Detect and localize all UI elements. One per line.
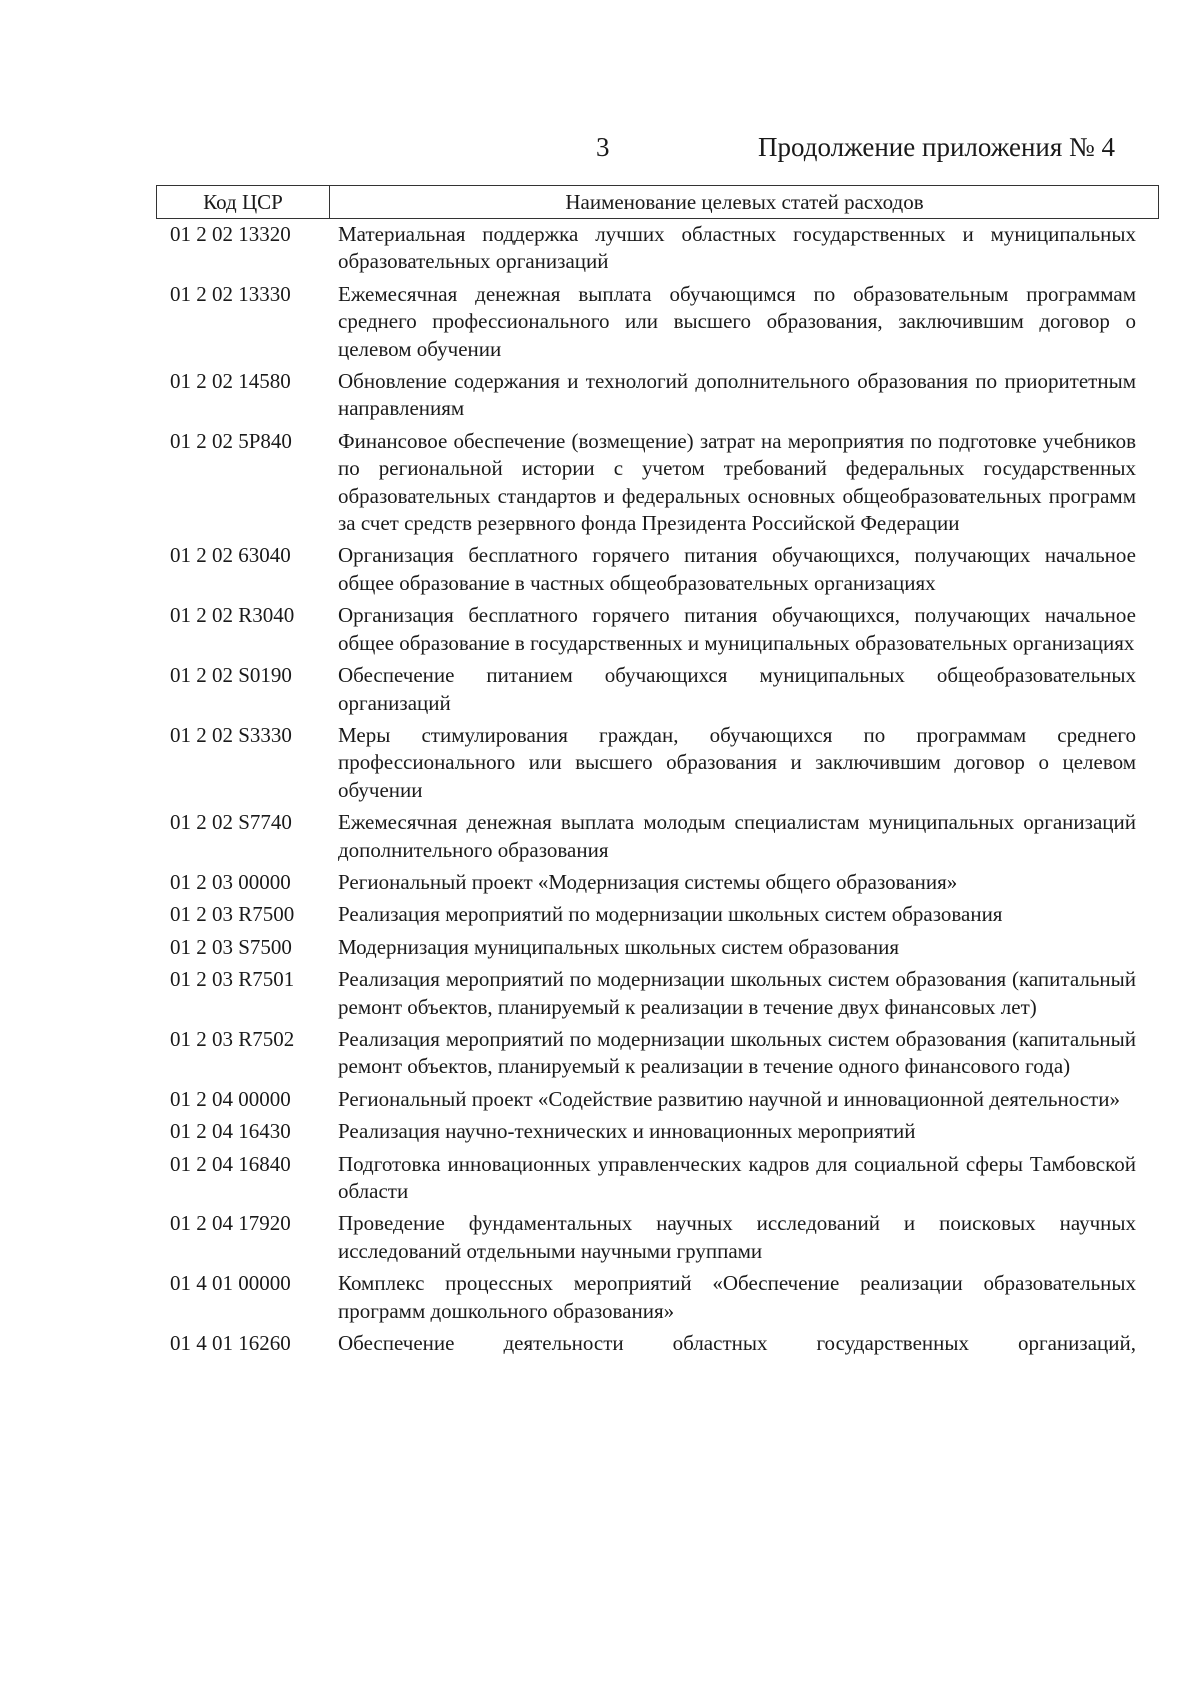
table-row [170,602,1136,657]
table-row [170,1026,1136,1081]
table-row [170,966,1136,1021]
table-row [170,221,1136,276]
row-code: 01 2 04 16840 [170,1151,291,1176]
table-row [170,901,1136,928]
row-name: Ежемесячная денежная выплата молодым специалистам муниципальных организаций дополнительного образования [338,810,1136,862]
column-header-name: Наименование целевых статей расходов [565,190,924,214]
row-name: Реализация мероприятий по модернизации школьных систем образования [338,902,1003,927]
row-name: Подготовка инновационных управленческих кадров для социальной сферы Тамбовской области [338,1151,1136,1203]
row-code: 01 2 02 5Р840 [170,428,292,453]
row-code: 01 2 03 00000 [170,869,291,894]
row-name: Реализация научно-технических и инновационных мероприятий [338,1119,916,1144]
row-code: 01 2 04 00000 [170,1086,291,1111]
row-name: Обновление содержания и технологий дополнительного образования по приоритетным направлениям [338,369,1136,421]
table-row [170,1086,1136,1113]
column-divider [329,186,330,218]
row-name: Комплекс процессных мероприятий «Обеспечение реализации образовательных программ дошкольного образования» [338,1271,1136,1323]
table-header [156,185,1159,219]
table-row [170,542,1136,597]
table-row [170,1210,1136,1265]
row-code: 01 4 01 16260 [170,1331,291,1356]
page-number: 3 [596,132,610,162]
row-code: 01 2 02 13330 [170,281,291,306]
table-row [170,1151,1136,1206]
row-name: Обеспечение питанием обучающихся муниципальных общеобразовательных организаций [338,663,1136,715]
table-row [170,1270,1136,1325]
row-name: Организация бесплатного горячего питания обучающихся, получающих начальное общее образование в государственных и муниципальных образовательных организациях [338,603,1136,655]
row-code: 01 2 03 S7500 [170,934,292,959]
row-name: Обеспечение деятельности областных государственных организаций, [338,1331,1136,1356]
row-code: 01 2 02 R3040 [170,603,295,628]
row-name: Модернизация муниципальных школьных систем образования [338,934,900,959]
table-row [170,428,1136,538]
row-name: Ежемесячная денежная выплата обучающимся по образовательным программам среднего профессионального или высшего образования, заключившим договор о целевом обучении [338,281,1136,361]
row-name: Реализация мероприятий по модернизации школьных систем образования (капитальный ремонт объектов, планируемый к реализации в течение одного финансового года) [338,1026,1136,1079]
table-row [170,368,1136,423]
row-name: Меры стимулирования граждан, обучающихся по программам среднего профессионального или высшего образования и заключившим договор о целевом обучении [338,722,1136,802]
row-name: Организация бесплатного горячего питания обучающихся, получающих начальное общее образование в частных общеобразовательных организациях [338,543,1136,595]
table-row [170,722,1136,804]
table-row [170,662,1136,717]
row-code: 01 2 02 13320 [170,222,291,246]
column-header-code: Код ЦСР [203,190,283,214]
expense-items-table [170,221,1136,1362]
row-code: 01 2 02 14580 [170,369,291,394]
row-name: Материальная поддержка лучших областных государственных и муниципальных образовательных организаций [338,222,1136,274]
row-code: 01 2 02 S0190 [170,663,292,688]
table-row [170,1330,1136,1357]
row-code: 01 2 04 16430 [170,1119,291,1144]
row-name: Региональный проект «Содействие развитию научной и инновационной деятельности» [338,1086,1120,1111]
row-name: Региональный проект «Модернизация системы общего образования» [338,869,958,894]
row-code: 01 2 03 R7501 [170,967,295,992]
row-code: 01 2 02 63040 [170,543,291,568]
row-name: Финансовое обеспечение (возмещение) затрат на мероприятия по подготовке учебников по региональной истории с учетом требований федеральных государственных образовательных стандартов и федеральных основных общеобразовательных программ за счет средств резервного фонда Президента Российской Федерации [338,428,1136,536]
row-code: 01 2 02 S3330 [170,722,292,747]
table-row [170,869,1136,896]
row-code: 01 2 03 R7500 [170,902,295,927]
table-row [170,281,1136,363]
table-row [170,1118,1136,1145]
row-code: 01 2 02 S7740 [170,810,292,835]
row-code: 01 2 03 R7502 [170,1026,295,1051]
row-name: Проведение фундаментальных научных исследований и поисковых научных исследований отдельными научными группами [338,1211,1136,1263]
row-code: 01 2 04 17920 [170,1211,291,1236]
row-name: Реализация мероприятий по модернизации школьных систем образования (капитальный ремонт объектов, планируемый к реализации в течение двух финансовых лет) [338,967,1136,1019]
table-row [170,809,1136,864]
appendix-continuation-title: Продолжение приложения № 4 [758,132,1116,162]
row-code: 01 4 01 00000 [170,1271,291,1296]
table-row [170,934,1136,961]
